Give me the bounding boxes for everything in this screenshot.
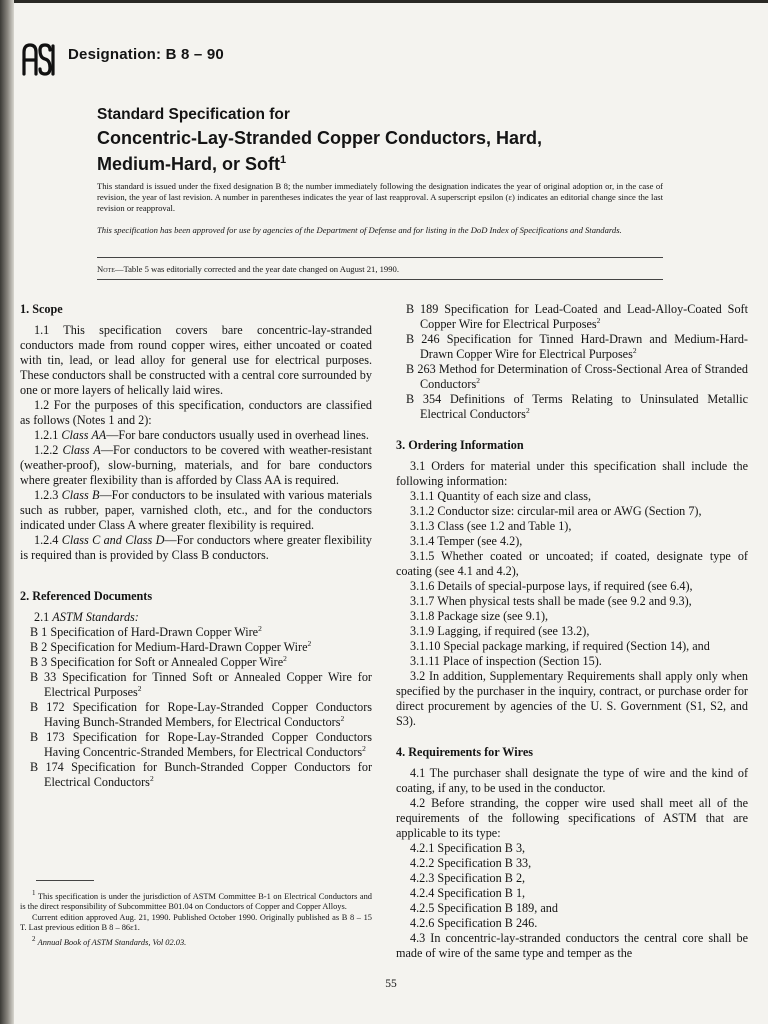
editorial-note xyxy=(97,264,663,275)
paragraph-3-1: 3.1 Orders for material under this specification shall include the following information: xyxy=(396,459,748,488)
page-number: 55 xyxy=(385,978,397,990)
clause-number: 1.2.4 xyxy=(34,533,59,547)
wire-spec-item: 4.2.1 Specification B 3, xyxy=(410,841,526,855)
clause-text: —For conductors to be covered with weather-resistant (weather-proof), slow-burning, materials, and for bare conductors where greater flexibility than is afforded by Class AA is required. xyxy=(20,443,372,487)
ordering-item: 3.1.1 Quantity of each size and class, xyxy=(410,489,592,503)
footnote-mark: 2 xyxy=(525,405,530,415)
reference-item: B 246 Specification for Tinned Hard-Drawn and Medium-Hard-Drawn Copper Wire for Electrical Purposes$^2$ xyxy=(406,332,748,361)
paragraph-1-2: 1.2 For the purposes of this specification, conductors are classified as follows (Notes 1 and 2): xyxy=(20,398,372,427)
ordering-item: 3.1.4 Temper (see 4.2), xyxy=(410,534,523,548)
clause-text: —For bare conductors usually used in overhead lines. xyxy=(106,428,369,442)
book-spine-shadow xyxy=(0,0,14,1024)
footnote-1: $^1$ This specification is under the jurisdiction of ASTM Committee B-1 on Electrical Conductors and is the direct responsibility of Subcommittee B01.04 on Conductors of Copper and Copper Alloys. xyxy=(20,889,372,912)
clause-number: 1.2.2 xyxy=(34,443,59,457)
class-name: Class A xyxy=(62,443,101,457)
footnote-rule xyxy=(36,880,94,881)
paragraph-4-3: 4.3 In concentric-lay-stranded conductors the central core shall be made of wire of the same type and temper as the xyxy=(396,931,748,960)
section-heading-requirements-for-wires: 4. Requirements for Wires xyxy=(396,745,533,759)
reference-item: B 263 Method for Determination of Cross-Sectional Area of Stranded Conductors$^2$ xyxy=(406,362,748,391)
ordering-item: 3.1.11 Place of inspection (Section 15). xyxy=(410,654,602,668)
class-name: Class B xyxy=(61,488,100,502)
note-rule-top xyxy=(97,257,663,258)
ordering-item: 3.1.10 Special package marking, if required (Section 14), and xyxy=(410,639,710,653)
reference-item: B 172 Specification for Rope-Lay-Stranded Copper Conductors Having Bunch-Stranded Members, for Electrical Conductors$^2$ xyxy=(30,700,372,729)
document-title xyxy=(97,104,657,175)
reference-list xyxy=(20,625,372,790)
right-column xyxy=(396,302,748,961)
paragraph-1-2-1 xyxy=(20,428,372,443)
title-line-1: Standard Specification for xyxy=(97,106,290,123)
reference-item: B 189 Specification for Lead-Coated and Lead-Alloy-Coated Soft Copper Wire for Electrical Purposes$^2$ xyxy=(406,302,748,331)
designation: Designation: B 8 – 90 xyxy=(68,46,224,63)
paragraph-4-2: 4.2 Before stranding, the copper wire used shall meet all of the requirements of the following specifications of ASTM that are applicable to its type: xyxy=(396,796,748,840)
wire-spec-item: 4.2.3 Specification B 2, xyxy=(410,871,526,885)
footnote-mark: 2 xyxy=(632,345,637,355)
reference-item: B 2 Specification for Medium-Hard-Drawn Copper Wire$^2$ xyxy=(30,638,312,654)
title-line-2: Concentric-Lay-Stranded Copper Conductors, Hard, xyxy=(97,128,543,148)
footnote-mark: 2 xyxy=(32,934,36,943)
clause-text: —For conductors to be insulated with various materials such as rubber, paper, varnished cloth, etc., and for the conductors indicated under Class A where greater flexibility is required. xyxy=(20,488,373,532)
paragraph-3-2: 3.2 In addition, Supplementary Requirements shall apply only when specified by the purchaser in the inquiry, contract, or purchase order for direct procurement by agencies of the U. S. Government (S1, S2, and S3). xyxy=(396,669,748,728)
footnote-mark: 2 xyxy=(307,638,312,648)
astm-logo-icon xyxy=(18,40,58,80)
clause-text: —For conductors where greater flexibility is required than is provided by Class B conductors. xyxy=(20,533,372,562)
ordering-item: 3.1.6 Details of special-purpose lays, if required (see 6.4), xyxy=(410,579,693,593)
note-text: —Table 5 was editorially corrected and the year date changed on August 21, 1990. xyxy=(114,264,399,274)
ordering-item: 3.1.3 Class (see 1.2 and Table 1), xyxy=(410,519,572,533)
paragraph-1-2-4 xyxy=(20,533,372,563)
reference-item: B 1 Specification of Hard-Drawn Copper Wire$^2$ xyxy=(30,623,262,639)
reference-item: B 174 Specification for Bunch-Stranded Copper Conductors for Electrical Conductors$^2$ xyxy=(30,760,372,789)
section-heading-referenced-documents: 2. Referenced Documents xyxy=(20,589,153,603)
ordering-item: 3.1.5 Whether coated or uncoated; if coated, designate type of coating (see 4.1 and 4.2), xyxy=(396,549,748,578)
left-column xyxy=(20,302,372,790)
dod-approval-statement: This specification has been approved for use by agencies of the Department of Defense and for listing in the DoD Index of Specifications and Standards. xyxy=(97,225,622,235)
ordering-item: 3.1.8 Package size (see 9.1), xyxy=(410,609,549,623)
footnote-mark: 2 xyxy=(283,653,287,663)
footnote-mark: 2 xyxy=(476,375,480,385)
paragraph-4-1: 4.1 The purchaser shall designate the type of wire and the kind of coating, if any, to be used in the conductor. xyxy=(396,766,748,795)
class-name: Class AA xyxy=(61,428,107,442)
reference-list-continued xyxy=(396,302,748,422)
reference-item: B 33 Specification for Tinned Soft or Annealed Copper Wire for Electrical Purposes$^2$ xyxy=(30,670,372,699)
page-top-edge xyxy=(0,0,768,3)
title-line-3: Medium-Hard, or Soft xyxy=(97,154,280,174)
reference-item: B 173 Specification for Rope-Lay-Stranded Copper Conductors Having Concentric-Stranded Members, for Electrical Conductors$^2$ xyxy=(30,730,372,759)
class-name: Class C and Class D xyxy=(61,533,165,547)
footnote-mark: 2 xyxy=(596,315,601,325)
clause-number: 1.2.3 xyxy=(34,488,59,502)
note-label: Note xyxy=(97,264,115,274)
section-heading-scope: 1. Scope xyxy=(20,302,63,316)
footnote-mark: 1 xyxy=(32,889,36,897)
astm-standards-label xyxy=(20,610,372,625)
wire-spec-item: 4.2.2 Specification B 33, xyxy=(410,856,532,870)
footnote-mark: 2 xyxy=(137,683,142,693)
section-heading-ordering-information: 3. Ordering Information xyxy=(396,438,524,452)
wire-spec-item: 4.2.6 Specification B 246. xyxy=(410,916,538,930)
reference-item: B 3 Specification for Soft or Annealed Copper Wire$^2$ xyxy=(30,653,287,669)
title-footnote-mark: 1 xyxy=(280,154,287,166)
reference-item: B 354 Definitions of Terms Relating to Uninsulated Metallic Electrical Conductors$^2$ xyxy=(406,392,748,421)
paragraph-1-2-3 xyxy=(20,488,372,533)
footnotes xyxy=(20,888,372,948)
footnote-mark: 2 xyxy=(362,743,366,753)
footnote-1-continued: Current edition approved Aug. 21, 1990. Published October 1990. Originally published as B 8 – 15 T. Last previous edition B 8 – 86ε1. xyxy=(20,912,372,933)
wire-spec-item: 4.2.4 Specification B 1, xyxy=(410,886,526,900)
paragraph-1-2-2 xyxy=(20,443,372,488)
ordering-item: 3.1.2 Conductor size: circular-mil area or AWG (Section 7), xyxy=(410,504,702,518)
footnote-mark: 2 xyxy=(340,713,345,723)
ordering-item: 3.1.9 Lagging, if required (see 13.2), xyxy=(410,624,590,638)
clause-number: 2.1 xyxy=(34,610,50,624)
footnote-2: $^2$ Annual Book of ASTM Standards, Vol 02.03. xyxy=(32,934,187,947)
astm-standards-heading: ASTM Standards: xyxy=(52,610,139,624)
ordering-item: 3.1.7 When physical tests shall be made (see 9.2 and 9.3), xyxy=(410,594,692,608)
footnote-mark: 2 xyxy=(258,623,262,633)
issuance-statement: This standard is issued under the fixed designation B 8; the number immediately following the designation indicates the year of original adoption or, in the case of revision, the year of last revision. A number in parentheses indicates the year of last reapproval. A superscript epsilon (ε) indicates an editorial change since the last revision or reapproval. xyxy=(97,181,663,213)
wire-spec-item: 4.2.5 Specification B 189, and xyxy=(410,901,558,915)
note-rule-bottom xyxy=(97,279,663,280)
paragraph-1-1: 1.1 This specification covers bare concentric-lay-stranded conductors made from round copper wires, either uncoated or coated with tin, lead, or lead alloy for general use for electrical purposes. These conductors shall be constructed with a central core surrounded by one or more layers of helically laid wires. xyxy=(20,323,372,397)
footnote-mark: 2 xyxy=(149,773,154,783)
clause-number: 1.2.1 xyxy=(34,428,59,442)
